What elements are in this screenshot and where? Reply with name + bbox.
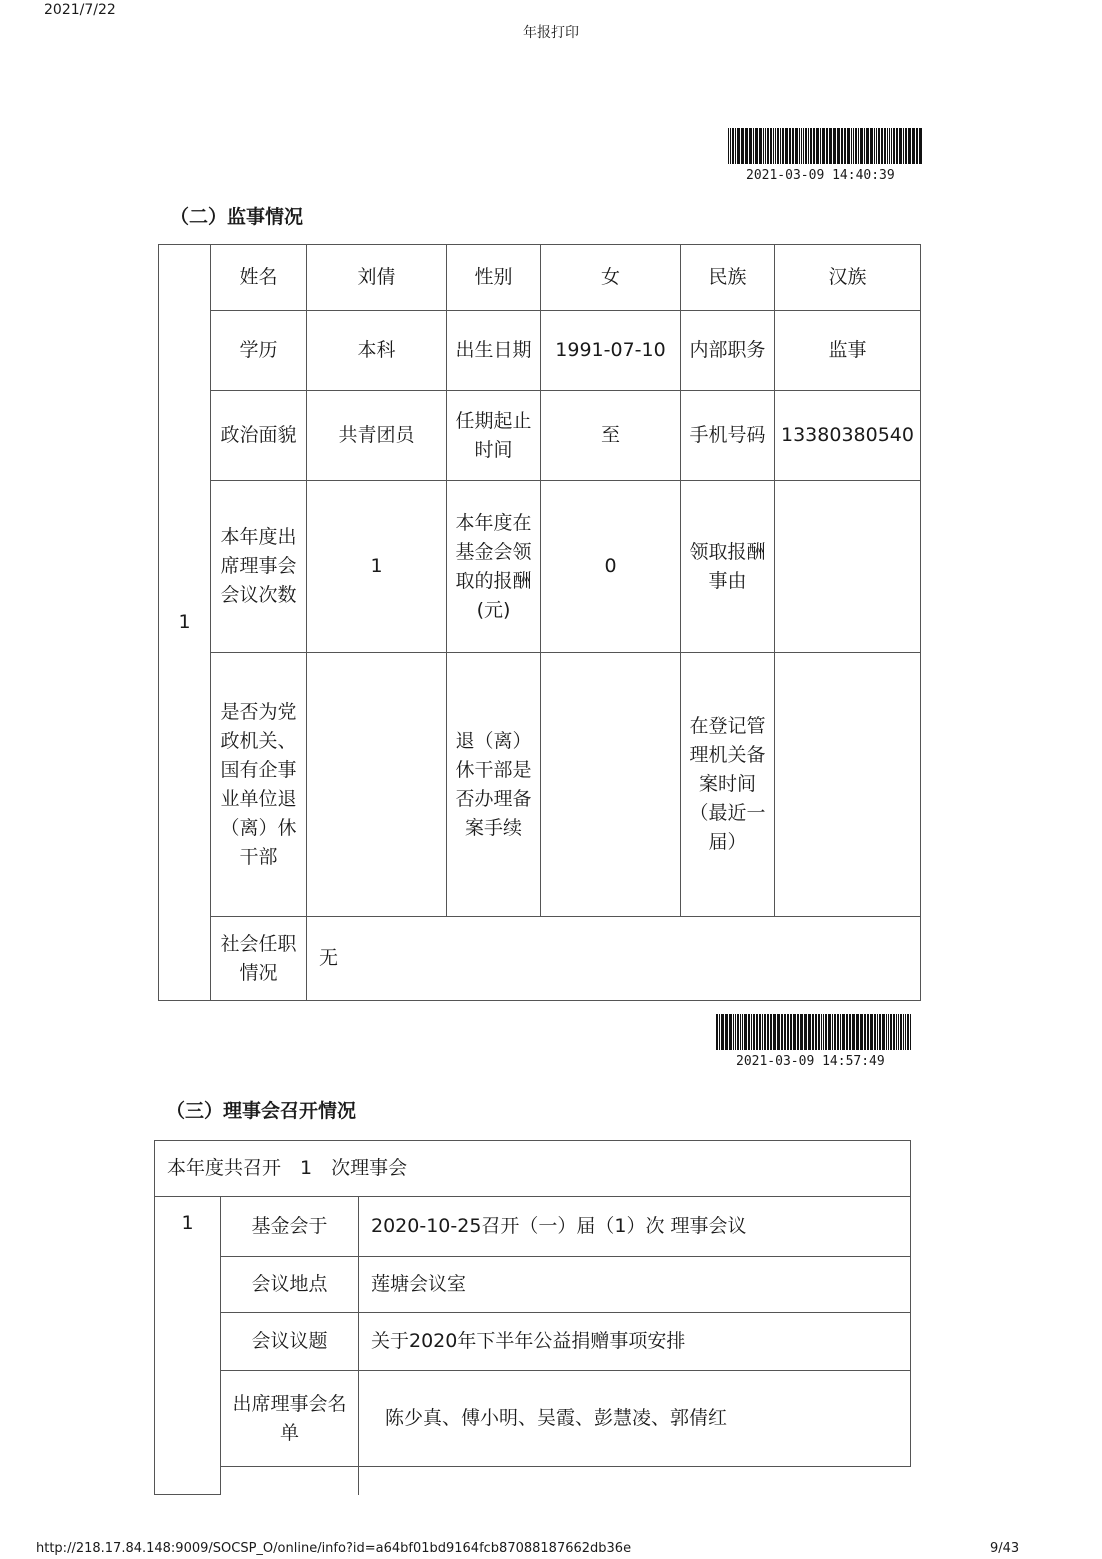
retired-value <box>307 653 447 917</box>
barcode-bar <box>797 1014 799 1050</box>
board-meeting-table <box>154 1140 911 1495</box>
barcode-bar <box>844 128 846 164</box>
pay-reason-label: 领取报酬事由 <box>681 481 775 653</box>
barcode-bar <box>896 1014 897 1050</box>
social-label: 社会任职情况 <box>211 917 307 1001</box>
barcode-bar <box>833 128 836 164</box>
section-supervisor-title: （二）监事情况 <box>170 206 304 228</box>
barcode-bar <box>874 1014 877 1050</box>
barcode-bar <box>810 128 812 164</box>
barcode-bar <box>905 128 907 164</box>
barcode-bar <box>782 128 784 164</box>
barcode-bar <box>877 1014 878 1050</box>
term-label: 任期起止时间 <box>447 391 541 481</box>
barcode-bar <box>748 1014 750 1050</box>
attendees-label: 出席理事会名单 <box>221 1371 359 1467</box>
barcode-bar <box>719 1014 720 1050</box>
barcode-bar <box>730 128 731 164</box>
barcode-bar <box>728 128 729 164</box>
gender-value: 女 <box>541 245 681 311</box>
barcode-1 <box>728 128 924 164</box>
barcode-bar <box>763 128 764 164</box>
barcode-bar <box>832 1014 834 1050</box>
barcode-bar <box>910 1014 911 1050</box>
barcode-bar <box>756 1014 758 1050</box>
barcode-bar <box>855 128 857 164</box>
barcode-bar <box>801 128 802 164</box>
term-value: 至 <box>541 391 681 481</box>
barcode-bar <box>759 128 762 164</box>
barcode-bar <box>780 128 781 164</box>
page-number: 9/43 <box>990 1541 1020 1556</box>
place-value: 莲塘会议室 <box>359 1257 911 1313</box>
barcode-bar <box>837 1014 839 1050</box>
barcode-bar <box>841 128 843 164</box>
barcode-bar <box>787 1014 790 1050</box>
barcode-bar <box>773 128 774 164</box>
barcode-bar <box>808 1014 811 1050</box>
barcode-bar <box>735 128 736 164</box>
barcode-bar <box>893 1014 895 1050</box>
barcode-bar <box>775 128 776 164</box>
attendees-value: 陈少真、傅小明、吴霞、彭慧凌、郭倩红 <box>359 1371 911 1467</box>
pay-value: 0 <box>541 481 681 653</box>
barcode-bar <box>744 1014 747 1050</box>
barcode-bar <box>790 1014 792 1050</box>
print-date: 2021/7/22 <box>44 2 116 18</box>
meetings-value: 1 <box>307 481 447 653</box>
barcode-bar <box>753 128 754 164</box>
barcode-bar <box>888 1014 889 1050</box>
barcode-bar <box>795 128 798 164</box>
barcode-bar <box>903 128 904 164</box>
barcode-bar <box>740 1014 741 1050</box>
barcode-bar <box>721 1014 724 1050</box>
supervisor-index: 1 <box>159 245 211 1001</box>
page-header-title: 年报打印 <box>523 25 579 41</box>
barcode-bar <box>856 1014 859 1050</box>
barcode-bar <box>907 1014 909 1050</box>
barcode-bar <box>773 1014 776 1050</box>
barcode-bar <box>825 1014 827 1050</box>
barcode-bar <box>816 128 819 164</box>
barcode-bar <box>852 1014 855 1050</box>
barcode-bar <box>874 128 875 164</box>
empty-cell <box>221 1467 359 1495</box>
barcode-bar <box>828 1014 831 1050</box>
barcode-bar <box>870 128 873 164</box>
barcode-bar <box>741 128 744 164</box>
barcode-bar <box>733 1014 734 1050</box>
barcode-bar <box>903 1014 904 1050</box>
barcode-1-time: 2021-03-09 14:40:39 <box>746 168 895 183</box>
barcode-bar <box>919 128 922 164</box>
barcode-bar <box>912 128 915 164</box>
place-label: 会议地点 <box>221 1257 359 1313</box>
barcode-bar <box>860 128 863 164</box>
barcode-bar <box>864 1014 866 1050</box>
meeting-label: 基金会于 <box>221 1197 359 1257</box>
barcode-2 <box>716 1014 912 1050</box>
barcode-bar <box>800 1014 803 1050</box>
birth-value: 1991-07-10 <box>541 311 681 391</box>
barcode-bar <box>781 1014 783 1050</box>
meeting-index: 1 <box>155 1197 221 1495</box>
meetings-label: 本年度出席理事会会议次数 <box>211 481 307 653</box>
barcode-bar <box>732 128 734 164</box>
position-value: 监事 <box>775 311 921 391</box>
barcode-bar <box>762 1014 763 1050</box>
barcode-bar <box>840 1014 841 1050</box>
barcode-bar <box>751 1014 752 1050</box>
barcode-bar <box>886 1014 887 1050</box>
barcode-bar <box>767 128 769 164</box>
barcode-bar <box>847 128 850 164</box>
barcode-bar <box>881 128 883 164</box>
barcode-bar <box>812 1014 814 1050</box>
barcode-bar <box>890 1014 892 1050</box>
barcode-bar <box>792 128 794 164</box>
supervisor-table <box>158 244 921 1001</box>
topic-label: 会议议题 <box>221 1313 359 1371</box>
meeting-summary: 本年度共召开 1 次理事会 <box>155 1141 911 1197</box>
barcode-bar <box>866 128 869 164</box>
retired-label: 是否为党政机关、国有企事业单位退（离）休干部 <box>211 653 307 917</box>
barcode-bar <box>898 1014 899 1050</box>
reg-time-value <box>775 653 921 917</box>
barcode-bar <box>808 128 809 164</box>
barcode-bar <box>821 1014 822 1050</box>
barcode-bar <box>777 128 779 164</box>
barcode-bar <box>777 1014 780 1050</box>
name-value: 刘倩 <box>307 245 447 311</box>
barcode-bar <box>900 1014 902 1050</box>
pay-reason-value <box>775 481 921 653</box>
barcode-bar <box>858 128 859 164</box>
barcode-bar <box>870 1014 873 1050</box>
barcode-bar <box>849 1014 851 1050</box>
barcode-bar <box>905 1014 906 1050</box>
barcode-bar <box>755 128 758 164</box>
barcode-bar <box>799 128 800 164</box>
ethnicity-value: 汉族 <box>775 245 921 311</box>
barcode-bar <box>813 128 815 164</box>
birth-label: 出生日期 <box>447 311 541 391</box>
barcode-bar <box>725 1014 728 1050</box>
barcode-bar <box>860 1014 863 1050</box>
barcode-bar <box>735 1014 736 1050</box>
barcode-bar <box>805 128 807 164</box>
retired-filing-label: 退（离）休干部是否办理备案手续 <box>447 653 541 917</box>
barcode-bar <box>882 1014 885 1050</box>
barcode-bar <box>820 128 821 164</box>
phone-label: 手机号码 <box>681 391 775 481</box>
empty-cell <box>359 1467 911 1495</box>
barcode-bar <box>826 128 828 164</box>
barcode-bar <box>815 1014 817 1050</box>
barcode-bar <box>837 128 840 164</box>
barcode-bar <box>765 128 766 164</box>
barcode-bar <box>749 128 752 164</box>
position-label: 内部职务 <box>681 311 775 391</box>
reg-time-label: 在登记管理机关备案时间（最近一届） <box>681 653 775 917</box>
barcode-bar <box>893 128 895 164</box>
barcode-bar <box>876 128 877 164</box>
barcode-bar <box>829 128 832 164</box>
barcode-bar <box>867 1014 869 1050</box>
barcode-bar <box>842 1014 845 1050</box>
barcode-bar <box>737 128 740 164</box>
phone-value: 13380380540 <box>775 391 921 481</box>
barcode-bar <box>764 1014 766 1050</box>
barcode-bar <box>759 1014 761 1050</box>
barcode-bar <box>789 128 791 164</box>
pay-label: 本年度在基金会领取的报酬(元) <box>447 481 541 653</box>
footer-url: http://218.17.84.148:9009/SOCSP_O/online/info?id=a64bf01bd9164fcb87088187662db36e <box>36 1541 632 1556</box>
barcode-bar <box>716 1014 718 1050</box>
barcode-bar <box>823 1014 824 1050</box>
barcode-bar <box>793 1014 796 1050</box>
barcode-bar <box>767 1014 769 1050</box>
barcode-bar <box>864 128 865 164</box>
barcode-bar <box>784 1014 786 1050</box>
barcode-bar <box>770 128 772 164</box>
barcode-bar <box>846 1014 848 1050</box>
barcode-bar <box>737 1014 740 1050</box>
topic-value: 关于2020年下半年公益捐赠事项安排 <box>359 1313 911 1371</box>
political-value: 共青团员 <box>307 391 447 481</box>
barcode-bar <box>853 128 854 164</box>
barcode-bar <box>884 128 886 164</box>
meeting-value: 2020-10-25召开（一）届（1）次 理事会议 <box>359 1197 911 1257</box>
ethnicity-label: 民族 <box>681 245 775 311</box>
social-value: 无 <box>307 917 921 1001</box>
barcode-bar <box>891 128 892 164</box>
barcode-bar <box>785 128 788 164</box>
barcode-bar <box>916 128 918 164</box>
barcode-bar <box>745 128 748 164</box>
barcode-2-time: 2021-03-09 14:57:49 <box>736 1054 885 1069</box>
barcode-bar <box>908 128 911 164</box>
barcode-bar <box>742 1014 743 1050</box>
gender-label: 性别 <box>447 245 541 311</box>
barcode-bar <box>818 1014 820 1050</box>
barcode-bar <box>851 128 852 164</box>
barcode-bar <box>770 1014 772 1050</box>
political-label: 政治面貌 <box>211 391 307 481</box>
barcode-bar <box>822 128 825 164</box>
retired-filing-value <box>541 653 681 917</box>
education-label: 学历 <box>211 311 307 391</box>
barcode-bar <box>878 128 880 164</box>
barcode-bar <box>804 1014 807 1050</box>
name-label: 姓名 <box>211 245 307 311</box>
barcode-bar <box>879 1014 881 1050</box>
barcode-bar <box>753 1014 755 1050</box>
barcode-bar <box>729 1014 732 1050</box>
barcode-bar <box>899 128 902 164</box>
barcode-bar <box>896 128 898 164</box>
barcode-bar <box>834 1014 836 1050</box>
barcode-bar <box>889 128 890 164</box>
barcode-bar <box>887 128 888 164</box>
section-board-title: （三）理事会召开情况 <box>166 1100 357 1122</box>
barcode-bar <box>803 128 804 164</box>
education-value: 本科 <box>307 311 447 391</box>
